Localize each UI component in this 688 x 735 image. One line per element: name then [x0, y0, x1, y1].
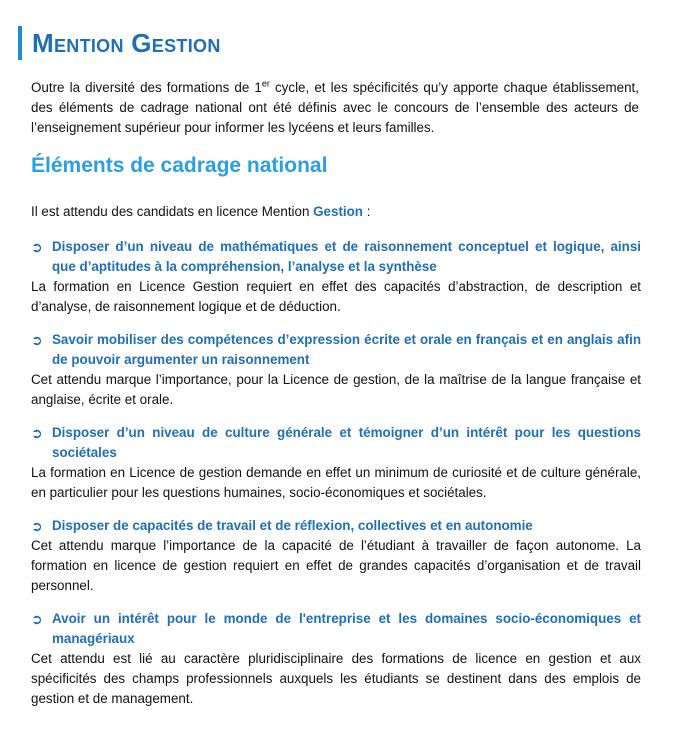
intro-text-start: Outre la diversité des formations de 1 [31, 80, 262, 95]
criterion-heading-text: Disposer d’un niveau de culture générale et témoigner d’un intérêt pour les questions sociétales [52, 425, 641, 460]
criterion-body: Cet attendu marque l’importance, pour la Licence de gestion, de la maîtrise de la langue française et anglaise, écrite et orale. [31, 372, 641, 407]
page-title: Mention Gestion [32, 27, 221, 58]
criterion-body: Cet attendu est lié au caractère pluridisciplinaire des formations de licence en gestion et aux spécificités des champs professionnels auxquels les étudiants se destinent dans des emplois de gestion et de management. [31, 651, 641, 706]
criterion-heading-text: Avoir un intérêt pour le monde de l'entreprise et les domaines socio-économiques et managériaux [52, 611, 641, 646]
arrow-bullet-icon: ➲ [31, 425, 43, 441]
section-title: Éléments de cadrage national [31, 154, 328, 177]
criterion-heading-text: Savoir mobiliser des compétences d’expression écrite et orale en français et en anglais afin de pouvoir argumenter un raisonnement [52, 332, 641, 367]
lead-text: Il est attendu des candidats en licence Mention [31, 204, 314, 219]
criterion-body: La formation en Licence Gestion requiert en effet des capacités d’abstraction, de description et d’analyse, de raisonnement logique et de déduction. [31, 279, 641, 314]
intro-superscript: er [261, 78, 270, 89]
criterion-body: La formation en Licence de gestion demande en effet un minimum de curiosité et de culture générale, en particulier pour les questions humaines, socio-économiques et sociétales. [31, 465, 641, 500]
title-block [18, 26, 221, 60]
arrow-bullet-icon: ➲ [31, 332, 43, 348]
criterion-heading-text: Disposer d’un niveau de mathématiques et de raisonnement conceptuel et logique, ainsi que d’aptitudes à la compréhension, l’analyse et la synthèse [52, 239, 641, 274]
criterion-section [31, 609, 641, 709]
arrow-bullet-icon: ➲ [31, 611, 43, 627]
criterion-heading [31, 423, 641, 463]
criterion-heading-text: Disposer de capacités de travail et de réflexion, collectives et en autonomie [52, 518, 533, 533]
criterion-section [31, 423, 641, 503]
arrow-bullet-icon: ➲ [31, 518, 43, 534]
criterion-section [31, 330, 641, 410]
lead-sentence [31, 203, 370, 221]
criterion-section [31, 237, 641, 317]
intro-paragraph [31, 78, 639, 138]
intro-text-end: cycle, et les spécificités qu’y apporte chaque établissement, des éléments de cadrage national ont été définis avec le concours de l’ensemble des acteurs de l’enseignement supérieur pour informer les lycéens et leurs familles. [31, 80, 639, 135]
criterion-heading [31, 237, 641, 277]
criterion-heading [31, 330, 641, 370]
criterion-section [31, 516, 641, 596]
criterion-heading [31, 609, 641, 649]
lead-suffix: : [363, 204, 371, 219]
criterion-body: Cet attendu marque l’importance de la capacité de l’étudiant à travailler de façon autonome. La formation en licence de gestion requiert en effet de grandes capacités d’organisation et de travail personnel. [31, 538, 641, 593]
arrow-bullet-icon: ➲ [31, 239, 43, 255]
lead-highlight: Gestion [313, 204, 363, 219]
criterion-heading [31, 516, 641, 536]
